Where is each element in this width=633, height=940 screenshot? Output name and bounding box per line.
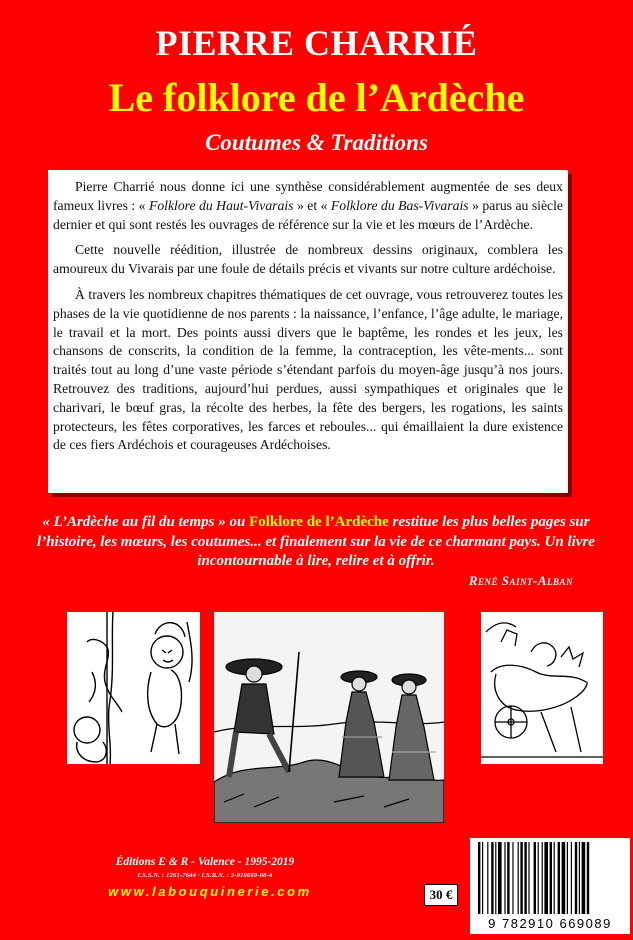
barcode-bars: [476, 842, 624, 916]
quote-author: René Saint-Alban: [468, 573, 573, 588]
summary-paragraph-1: Pierre Charrié nous donne ici une synthèse considérablement augmentée de ses deux fameux livres : « Folklore du Haut-Vivarais » et « Folklore du Bas-Vivarais » parus au siècle dernier et qui sont restés les ouvrages de référence sur la vie et les mœurs de l’Ardèche.: [53, 179, 563, 232]
book-subtitle: Coutumes & Traditions: [205, 130, 428, 155]
summary-paragraph-2: Cette nouvelle réédition, illustrée de nombreux dessins originaux, comblera les amoureux du Vivarais par une foule de détails précis et vivants sur notre culture ardéchoise.: [53, 242, 563, 277]
summary-paragraph-3: À travers les nombreux chapitres thématiques de cet ouvrage, vous retrouverez toutes les phases de la vie quotidienne de nos parents : la naissance, l’enfance, l’âge adulte, le mariage, le travail et la mort. Des points aussi divers que le baptême, les rondes et les jeux, les chansons de conscrits, la condition de la femme, la contraception, les vête-ments... sont traités tout au long d’une vaste période s’étendant parfois du moyen-âge jusqu’à nos jours. Retrouvez des traditions, aujourd’hui perdues, aussi sympathiques et originales que le charivari, le bœuf gras, la récolte des herbes, la fête des bergers, les rogations, les saints protecteurs, les fêtes corporatives, les farces et reboules... qui émaillaient la dure existence de ces fiers Ardéchois et courageuses Ardéchoises.: [53, 286, 563, 453]
countryside-figures-engraving: [214, 612, 444, 823]
boys-figures-sketch: [67, 612, 200, 764]
ox-cart-sketch: [481, 612, 603, 764]
publisher-line: Éditions E & R - Valence - 1995-2019: [115, 856, 295, 868]
isbn-line: I.S.S.N. : 1261-7644 · I.S.B.N. : 2-910669-08-4: [137, 872, 273, 879]
website-link[interactable]: www.labouquinerie.com: [108, 884, 312, 899]
summary-box: [48, 170, 568, 493]
book-title: Le folklore de l’Ardèche: [108, 75, 525, 120]
barcode: [470, 838, 630, 934]
barcode-number: 9 782910 669089: [488, 916, 612, 931]
author-name: PIERRE CHARRIÉ: [155, 23, 478, 63]
review-quote: « L’Ardèche au fil du temps » ou Folklore de l’Ardèche restitue les plus belles pages sur l’histoire, les mœurs, les coutumes... et finalement sur la vie de ce charmant pays. Un livre incontournable à lire, relire et à offrir.: [37, 514, 595, 569]
price-tag: 30 €: [424, 884, 458, 906]
